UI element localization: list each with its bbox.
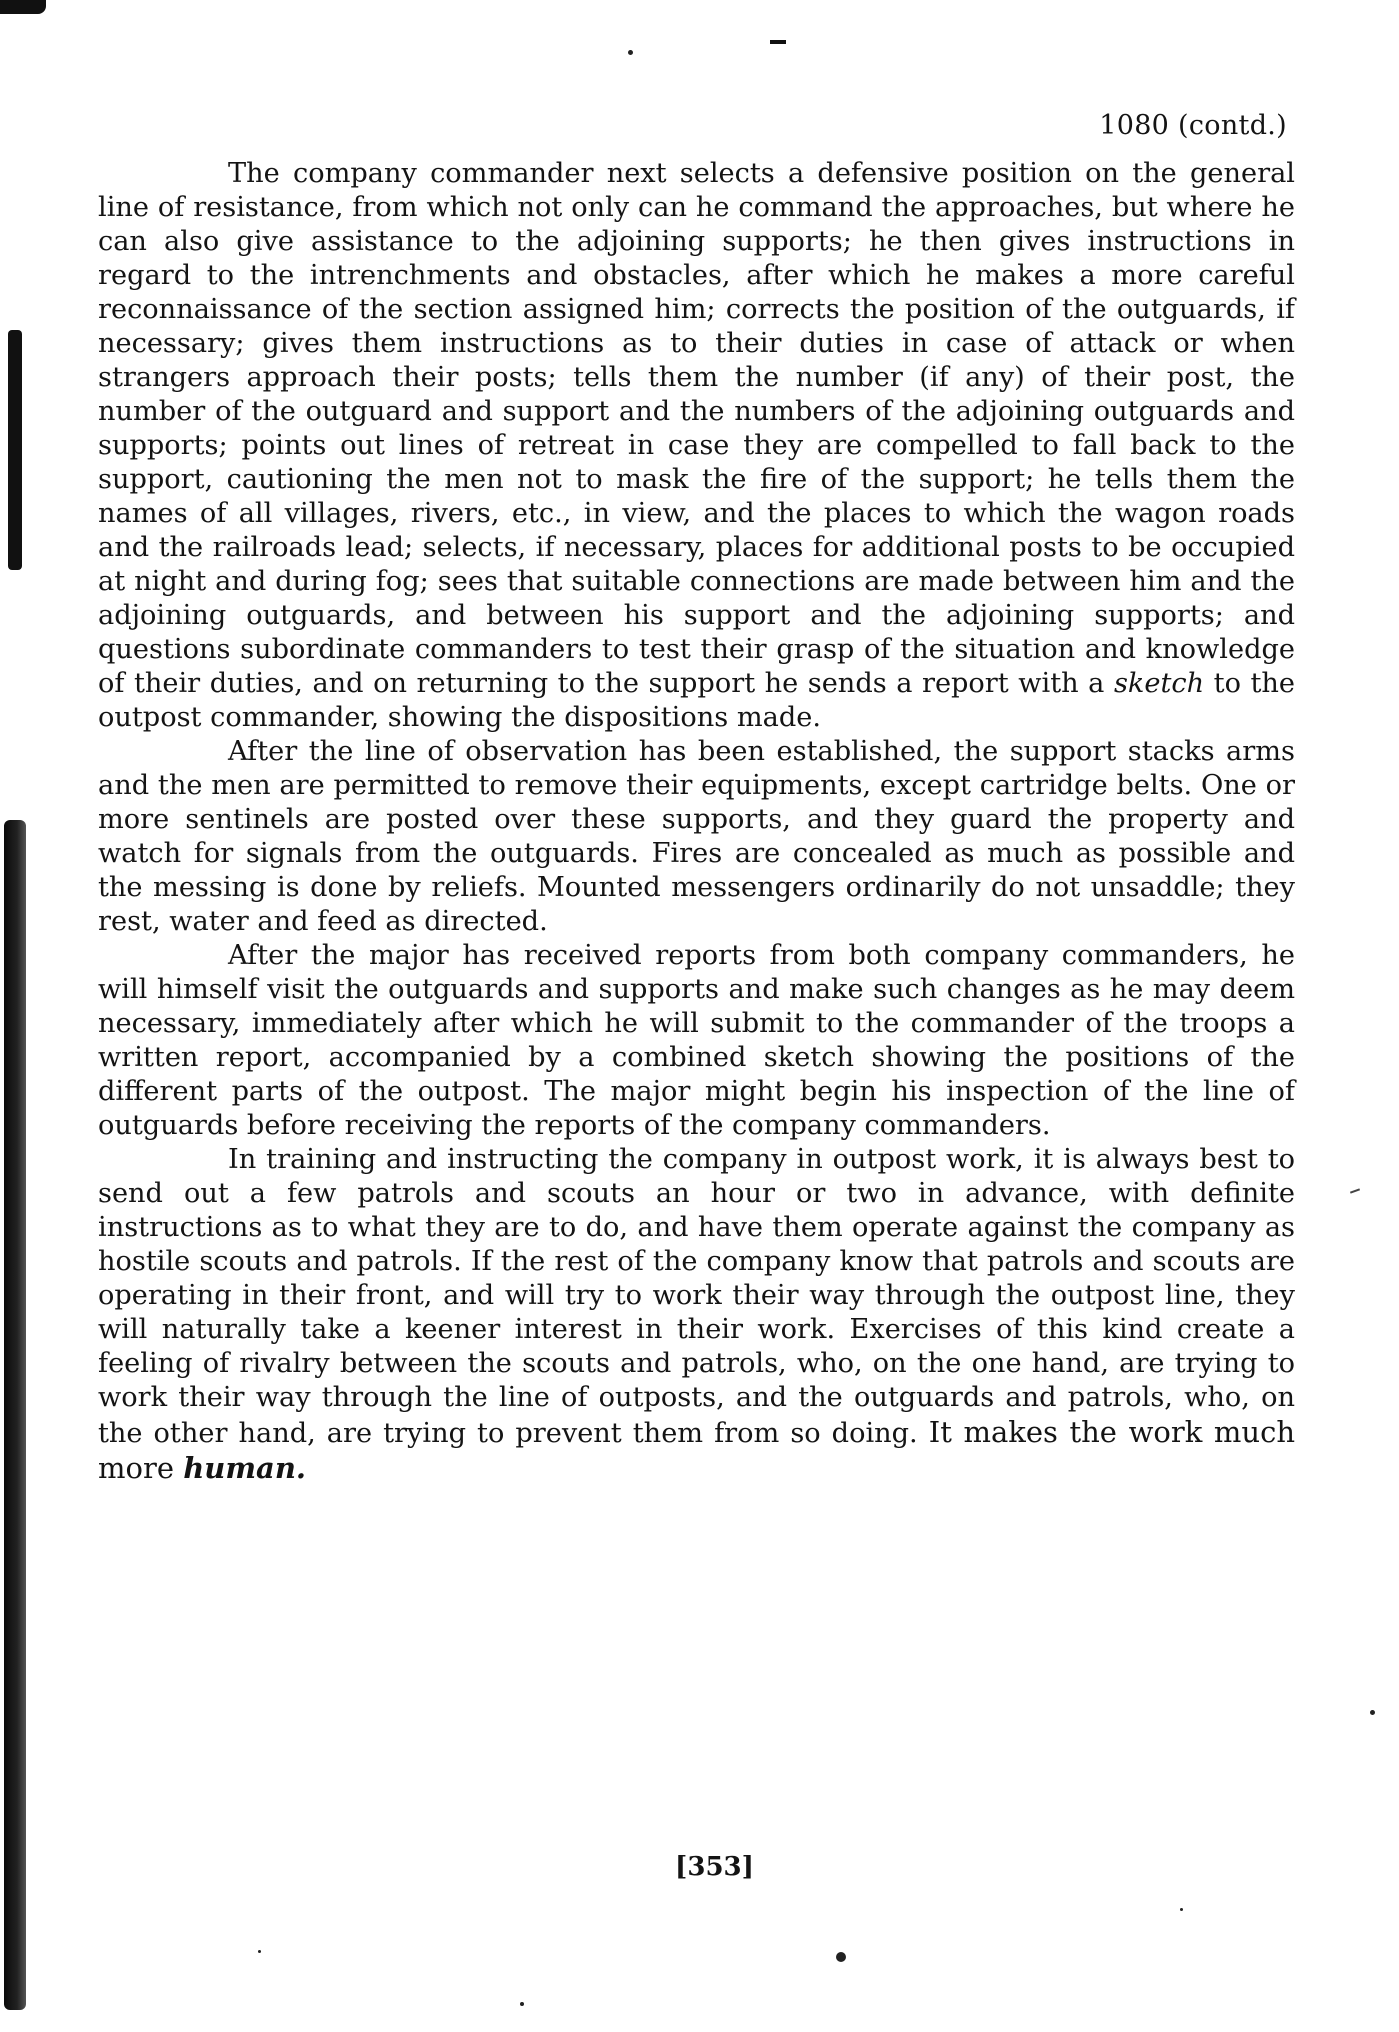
paragraph-major: After the major has received reports from both company commanders, he will himself visit the outguards and supports and make such changes as he may deem necessary, immediately after which he will submit to the commander of the troops a written report, accompanied by a combined sketch showing the positions of the different parts of the outpost. The major might begin his inspection of the line of outguards before receiving the reports of the company commanders. (98, 940, 1295, 1141)
text-run: It makes the work much more (98, 1415, 1295, 1485)
text-run: In training and instructing the company in outpost work, it is always best to send out a few patrols and scouts an hour or two in advance, with definite instructions as to what they are to do, and have them operate against the company as hostile scouts and patrols. If the rest of the company know that patrols and scouts are operating in their front, and will try to work their way through the outpost line, they will naturally take a keener interest in their work. Exercises of this kind create a feeling of rivalry between the scouts and patrols, who, on the one hand, are trying to work their way through the line of outposts, and the outguards and patrols, who, on the other hand, are trying to prevent them from so doing. (98, 1144, 1295, 1449)
scan-speck (1180, 1908, 1183, 1911)
scan-artifact (770, 40, 786, 44)
paragraph-reference: 1080 (contd.) (1099, 110, 1287, 141)
scan-speck (520, 2002, 524, 2006)
scan-edge-shadow (8, 330, 22, 570)
page-number: [353] (675, 1852, 754, 1882)
scan-artifact (0, 0, 46, 14)
scan-speck (258, 1950, 261, 1953)
emphasis-human: human. (183, 1451, 307, 1485)
scan-speck (628, 50, 633, 55)
scan-speck (1350, 1188, 1360, 1193)
text-run: The company commander next selects a defensive position on the general line of resistance, from which not only can he command the approaches, but where he can also give assistance to the adjoining supports; he then gives instructions in regard to the intrenchments and obstacles, after which he makes a more careful reconnaissance of the section assigned him; corrects the position of the outguards, if necessary; gives them instructions as to their duties in case of attack or when strangers approach their posts; tells them the number (if any) of their post, the number of the outguard and support and the numbers of the adjoining outguards and supports; points out lines of retreat in case they are compelled to fall back to the support, cautioning the men not to mask the fire of the support; he tells them the names of all villages, rivers, etc., in view, and the places to which the wagon roads and the railroads lead; selects, if necessary, places for additional posts to be occupied at night and during fog; sees that suitable connections are made between him and the adjoining outguards, and between his support and the adjoining supports; and questions subordinate commanders to test their grasp of the situation and knowledge of their duties, and on returning to the support he sends a report with a (98, 158, 1295, 699)
paragraph-training (98, 1143, 1295, 1487)
paragraph-support: After the line of observation has been established, the support stacks arms and the men are permitted to remove their equipments, except cartridge belts. One or more sentinels are posted over these supports, and they guard the property and watch for signals from the outguards. Fires are concealed as much as possible and the messing is done by reliefs. Mounted messengers ordinarily do not unsaddle; they rest, water and feed as directed. (98, 736, 1295, 937)
scan-edge-shadow (4, 820, 26, 2010)
scan-speck (1370, 1710, 1375, 1715)
paragraph-company-commander (98, 157, 1295, 735)
emphasis-sketch: sketch (1113, 668, 1205, 699)
scan-speck (836, 1952, 846, 1962)
body-text (98, 157, 1295, 1487)
text-run: to the outpost commander, showing the dispositions made. (98, 668, 1296, 733)
